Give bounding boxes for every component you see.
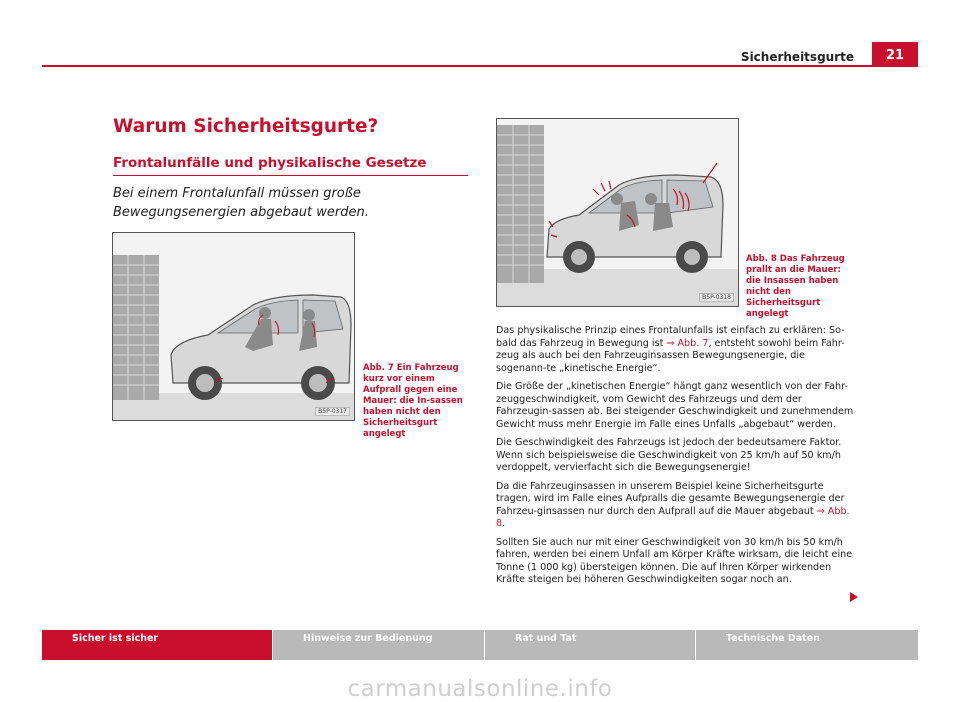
- section-title: Sicherheitsgurte: [740, 50, 854, 64]
- paragraph-1: [496, 325, 856, 375]
- tab-sicher-ist-sicher[interactable]: Sicher ist sicher: [42, 630, 272, 660]
- figure-code: B5P-0318: [699, 293, 734, 302]
- figure-7-reference-link[interactable]: ⇒ Abb. 7: [666, 337, 709, 349]
- figure-code: B5P-0317: [315, 407, 350, 416]
- paragraph-4: [496, 481, 856, 531]
- watermark: carmanualsonline.info: [347, 676, 613, 702]
- continue-arrow-icon: [850, 592, 858, 602]
- tab-rat-und-tat[interactable]: Rat und Tat: [484, 630, 695, 660]
- paragraph-1-text-a: Das physikalische Prinzip eines Frontalunfalls ist einfach zu erklären: So-bald das Fahrzeug in Bewegung ist: [496, 325, 845, 349]
- header-rule: [42, 65, 918, 67]
- paragraph-4-text-b: .: [502, 518, 506, 529]
- paragraph-1-text-b: , entsteht sowohl beim Fahr-zeug als auch bei den Fahrzeuginsassen Bewegungsenergie, die sogenann-te „kinetische Energie“.: [496, 337, 845, 374]
- paragraph-5: Sollten Sie auch nur mit einer Geschwindigkeit von 30 km/h bis 50 km/h fahren, werden bei einem Unfall am Körper Kräfte wirksam, die leicht eine Tonne (1 000 kg) übersteigen können. Die auf Ihren Körper wirkenden Kräfte steigen bei höheren Geschwindigkeiten sogar noch an.: [496, 536, 853, 585]
- figure-7: [112, 232, 355, 421]
- tab-hinweise-zur-bedienung[interactable]: Hinweise zur Bedienung: [272, 630, 484, 660]
- body-text: [496, 325, 856, 593]
- article-title: Warum Sicherheitsgurte?: [113, 116, 379, 137]
- subtitle-rule: [113, 175, 468, 176]
- figure-8-caption: Abb. 8 Das Fahrzeug prallt an die Mauer: die Insassen haben nicht den Sicherheitsgurt angelegt: [746, 254, 845, 319]
- paragraph-4-text-a: Da die Fahrzeuginsassen in unserem Beispiel keine Sicherheitsgurte tragen, wird im Falle eines Aufpralls die gesamte Bewegungsenergie der Fahrzeu-ginsassen nur durch den Aufprall auf die Mauer abgebaut: [496, 480, 845, 517]
- page-number: 21: [872, 42, 918, 67]
- car-impact-illustration: [497, 119, 738, 306]
- car-before-impact-illustration: [113, 233, 354, 420]
- tab-technische-daten[interactable]: Technische Daten: [695, 630, 918, 660]
- article-subtitle: Frontalunfälle und physikalische Gesetze: [113, 155, 427, 171]
- footer-nav: [42, 630, 918, 660]
- intro-text: Bei einem Frontalunfall müssen große Bewegungsenergien abgebaut werden.: [113, 186, 369, 220]
- paragraph-3: Die Geschwindigkeit des Fahrzeugs ist jedoch der bedeutsamere Faktor. Wenn sich beispielsweise die Geschwindigkeit von 25 km/h auf 50 km/h verdoppelt, vervierfacht sich die Bewegungsenergie!: [496, 437, 842, 473]
- paragraph-2: Die Größe der „kinetischen Energie“ hängt ganz wesentlich von der Fahr-zeuggeschwindigkeit, vom Gewicht des Fahrzeugs und dem der Fahrzeugin-sassen ab. Bei steigender Geschwindigkeit und zunehmendem Gewicht muss mehr Energie im Falle eines Unfalls „abgebaut“ werden.: [496, 381, 854, 430]
- figure-8: [496, 118, 739, 307]
- figure-7-caption: Abb. 7 Ein Fahrzeug kurz vor einem Aufprall gegen eine Mauer: die In-sassen haben nicht den Sicherheitsgurt angelegt: [363, 363, 463, 439]
- figure-8-reference-link[interactable]: ⇒ Abb. 8: [496, 505, 850, 529]
